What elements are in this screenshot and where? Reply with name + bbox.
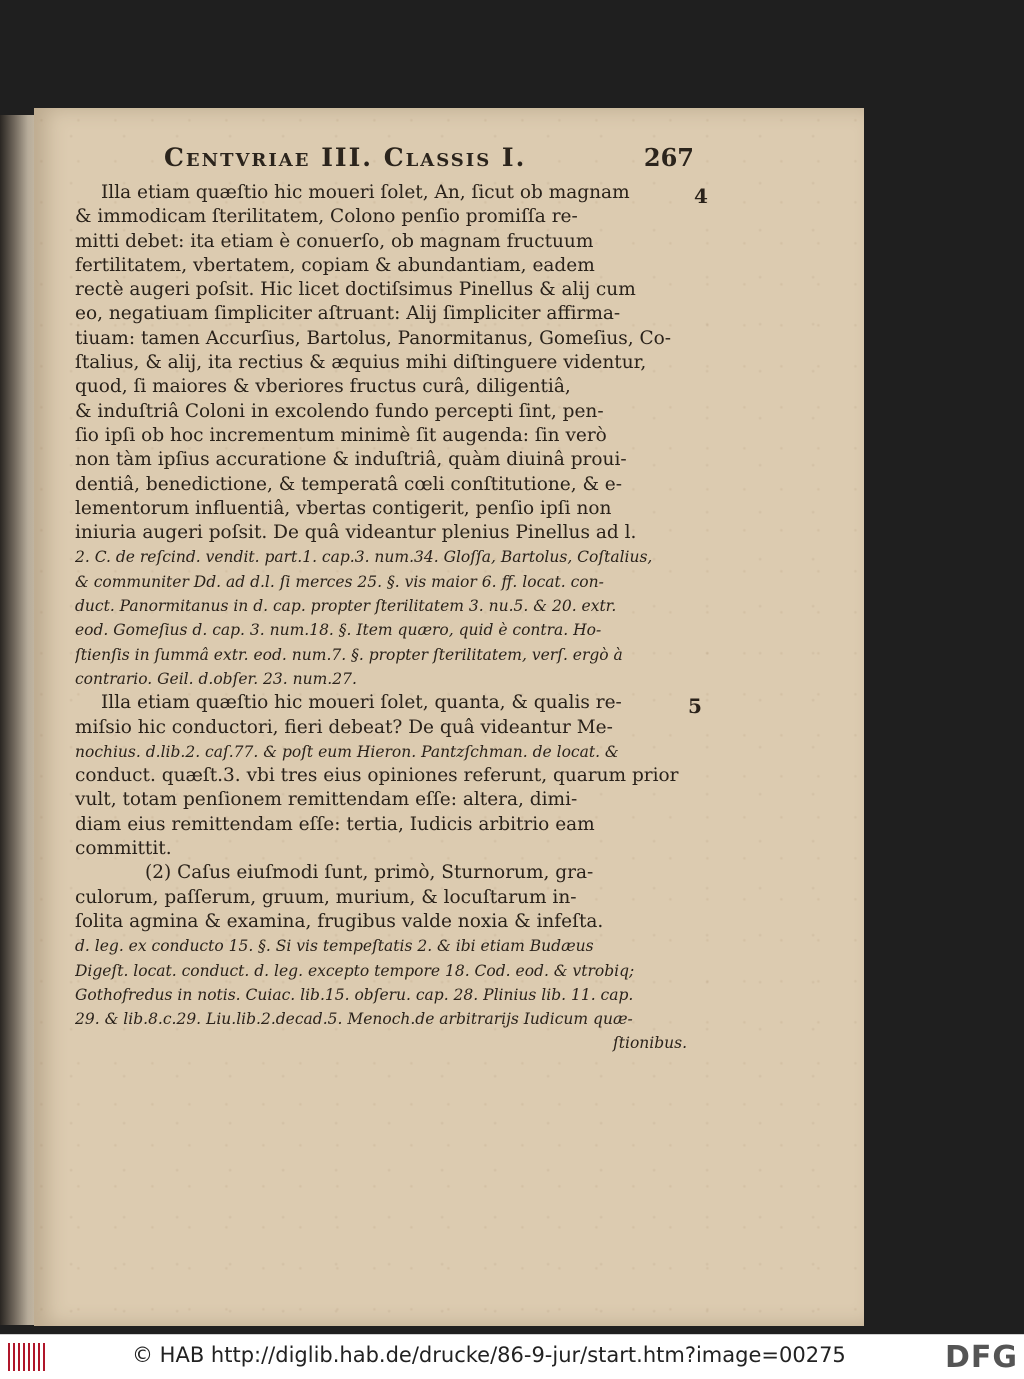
text-line: tiuam: tamen Accurſius, Bartolus, Panormitanus, Gomeſius, Co- <box>75 327 672 349</box>
citation-line: contrario. Geil. d.obſer. 23. num.27. <box>75 669 357 688</box>
text-line: & immodicam ſterilitatem, Colono penſio promiſſa re- <box>75 206 578 228</box>
page-header <box>134 143 694 183</box>
text-line: Illa etiam quæſtio hic moueri ſolet, An, ſicut ob magnam <box>101 182 630 203</box>
hab-logo-icon <box>6 1341 46 1373</box>
citation-line: Gothofredus in notis. Cuiac. lib.15. obſeru. cap. 28. Plinius lib. 11. cap. <box>75 985 634 1004</box>
margin-note-5: 5 <box>688 694 702 718</box>
text-line: rectè augeri poſsit. Hic licet doctiſsimus Pinellus & alij cum <box>75 279 636 301</box>
citation-line: Digeſt. locat. conduct. d. leg. excepto tempore 18. Cod. eod. & vtrobiq; <box>75 961 635 980</box>
citation-line: nochius. d.lib.2. caſ.77. & poſt eum Hieron. Pantzſchman. de locat. & <box>75 742 619 761</box>
text-line: conduct. quæſt.3. vbi tres eius opiniones referunt, quarum prior <box>75 765 679 787</box>
citation-line: 29. & lib.8.c.29. Liu.lib.2.decad.5. Menoch.de arbitrarijs Iudicum quæ- <box>75 1010 633 1029</box>
text-line: lementorum influentiâ, vbertas contigerit, penſio ipſi non <box>75 497 612 519</box>
text-line: mitti debet: ita etiam è conuerſo, ob magnam fructuum <box>75 230 594 252</box>
citation-line: duct. Panormitanus in d. cap. propter ſterilitatem 3. nu.5. & 20. extr. <box>75 597 617 616</box>
text-line: culorum, paſſerum, gruum, murium, & locuſtarum in- <box>75 886 577 908</box>
body-text <box>75 181 689 1056</box>
text-line: quod, ſi maiores & vberiores fructus curâ, diligentiâ, <box>75 376 571 398</box>
margin-note-4: 4 <box>694 184 708 208</box>
text-line: iniuria augeri poſsit. De quâ videantur plenius Pinellus ad l. <box>75 522 637 544</box>
text-line: diam eius remittendam eſſe: tertia, Iudicis arbitrio eam <box>75 813 595 835</box>
citation-line: & communiter Dd. ad d.l. ſi merces 25. §. vis maior 6. ff. locat. con- <box>75 572 604 591</box>
text-line: ſtalius, & alij, ita rectius & æquius mihi diſtinguere videntur, <box>75 352 647 374</box>
text-line: miſsio hic conductori, fieri debeat? De quâ videantur Me- <box>75 716 613 738</box>
citation-line: d. leg. ex conducto 15. §. Si vis tempeſtatis 2. & ibi etiam Budæus <box>75 937 594 956</box>
citation-line: ſtienſis in ſummâ extr. eod. num.7. §. propter ſterilitatem, verſ. ergò à <box>75 645 623 664</box>
footer-bar <box>0 1334 1024 1379</box>
text-line: vult, totam penſionem remittendam eſſe: altera, dimi- <box>75 789 578 811</box>
dfg-logo: DFG <box>944 1340 1018 1375</box>
footnote-line: (2) Caſus eiuſmodi ſunt, primò, Sturnorum, gra- <box>145 862 594 884</box>
text-line: ſio ipſi ob hoc incrementum minimè ſit augenda: ſin verò <box>75 424 607 446</box>
text-line: fertilitatem, vbertatem, copiam & abundantiam, eadem <box>75 254 595 276</box>
running-title: Centvriae III. Classis I. <box>164 143 527 172</box>
text-line: dentiâ, benedictione, & temperatâ cœli conſtitutione, & e- <box>75 473 623 495</box>
text-line: ſolita agmina & examina, frugibus valde noxia & infeſta. <box>75 910 604 932</box>
text-line: eo, negatiuam ſimpliciter aſtruant: Alij ſimpliciter affirma- <box>75 303 621 325</box>
text-line: committit. <box>75 838 172 860</box>
citation-line: 2. C. de reſcind. vendit. part.1. cap.3. num.34. Gloſſa, Bartolus, Coſtalius, <box>75 548 653 567</box>
text-line: & induſtriâ Coloni in excolendo fundo percepti ſint, pen- <box>75 400 604 422</box>
copyright-url-link[interactable]: © HAB http://diglib.hab.de/drucke/86-9-jur/start.htm?image=00275 <box>132 1343 846 1367</box>
citation-line: eod. Gomeſius d. cap. 3. num.18. §. Item quæro, quid è contra. Ho- <box>75 621 602 640</box>
page-number: 267 <box>643 143 694 172</box>
text-line: Illa etiam quæſtio hic moueri ſolet, quanta, & qualis re- <box>101 692 622 714</box>
text-line: non tàm ipſius accuratione & induſtriâ, quàm diuinâ proui- <box>75 449 627 471</box>
citation-line: ſtionibus. <box>613 1034 687 1053</box>
